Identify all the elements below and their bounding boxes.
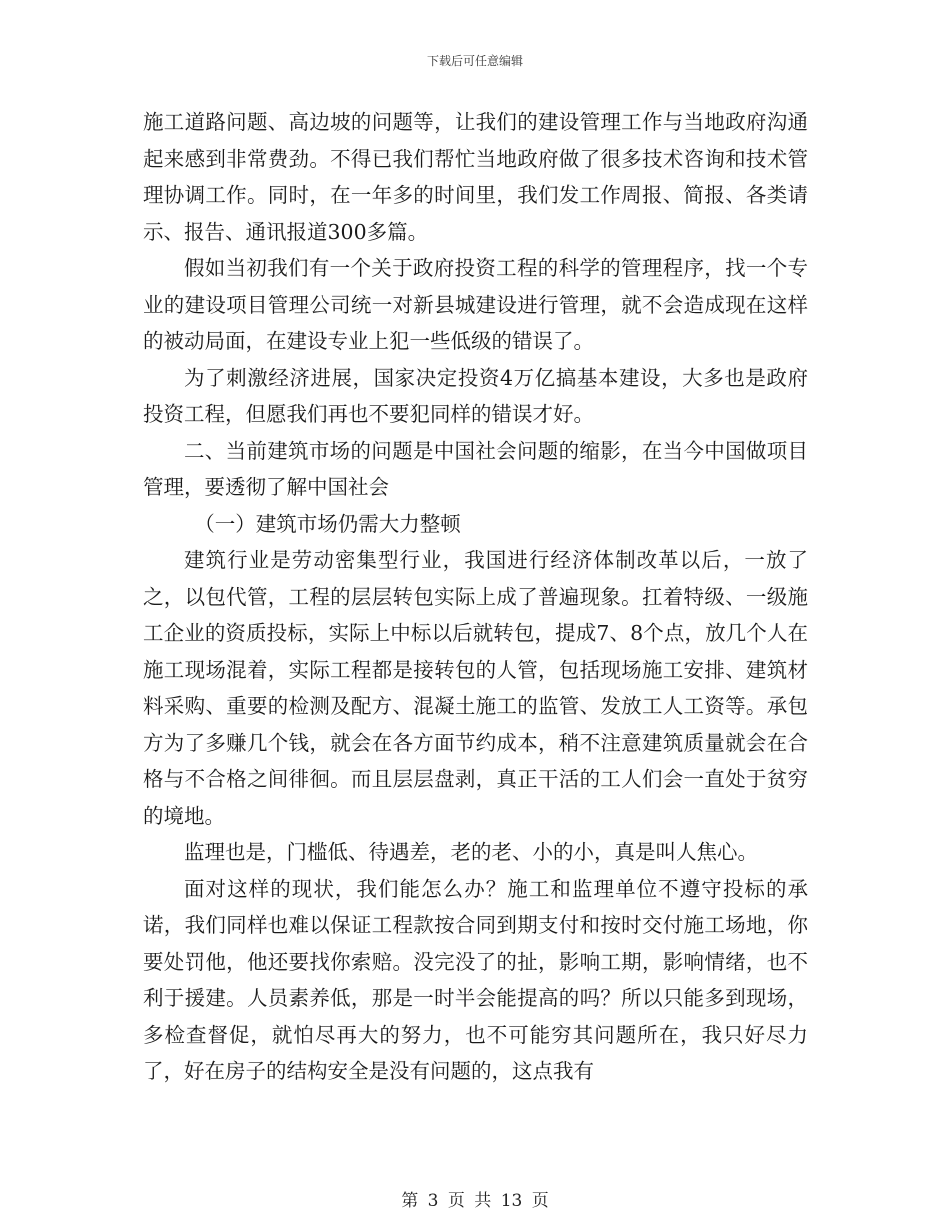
document-body (143, 104, 808, 1090)
paragraph-1: 施工道路问题、高边坡的问题等，让我们的建设管理工作与当地政府沟通起来感到非常费劲。不得已我们帮忙当地政府做了很多技术咨询和技术管理协调工作。同时，在一年多的时间里，我们发工作周报、简报、各类请示、报告、通讯报道300多篇。 (143, 110, 808, 244)
subsection-heading-1: （一）建筑市场仍需大力整顿 (194, 511, 461, 536)
paragraph-5: 监理也是，门槛低、待遇差，老的老、小的小，真是叫人焦心。 (184, 840, 758, 864)
paragraph-4: 建筑行业是劳动密集型行业，我国进行经济体制改革以后，一放了之，以包代管，工程的层层转包实际上成了普遍现象。扛着特级、一级施工企业的资质投标，实际上中标以后就转包，提成7、8个点，放几个人在施工现场混着，实际工程都是接转包的人管，包括现场施工安排、建筑材料采购、重要的检测及配方、混凝土施工的监管、发放工人工资等。承包方为了多赚几个钱，就会在各方面节约成本，稍不注意建筑质量就会在合格与不合格之间徘徊。而且层层盘剥，真正干活的工人们会一直处于贫穷的境地。 (143, 548, 808, 828)
page-footer: 第 3 页 共 13 页 (401, 1191, 549, 1211)
paragraph-3: 为了刺激经济进展，国家决定投资4万亿搞基本建设，大多也是政府投资工程，但愿我们再也不要犯同样的错误才好。 (143, 365, 808, 426)
section-heading-2: 二、当前建筑市场的问题是中国社会问题的缩影，在当今中国做项目管理，要透彻了解中国社会 (143, 438, 808, 499)
page-header: 下载后可任意编辑 (426, 54, 523, 68)
paragraph-2: 假如当初我们有一个关于政府投资工程的科学的管理程序，找一个专业的建设项目管理公司统一对新县城建设进行管理，就不会造成现在这样的被动局面，在建设专业上犯一些低级的错误了。 (143, 256, 808, 353)
paragraph-6: 面对这样的现状，我们能怎么办？施工和监理单位不遵守投标的承诺，我们同样也难以保证工程款按合同到期支付和按时交付施工场地，你要处罚他，他还要找你索赔。没完没了的扯，影响工期，影响情绪，也不利于援建。人员素养低，那是一时半会能提高的吗？所以只能多到现场，多检查督促，就怕尽再大的努力，也不可能穷其问题所在，我只好尽力了，好在房子的结构安全是没有问题的，这点我有 (143, 876, 808, 1083)
